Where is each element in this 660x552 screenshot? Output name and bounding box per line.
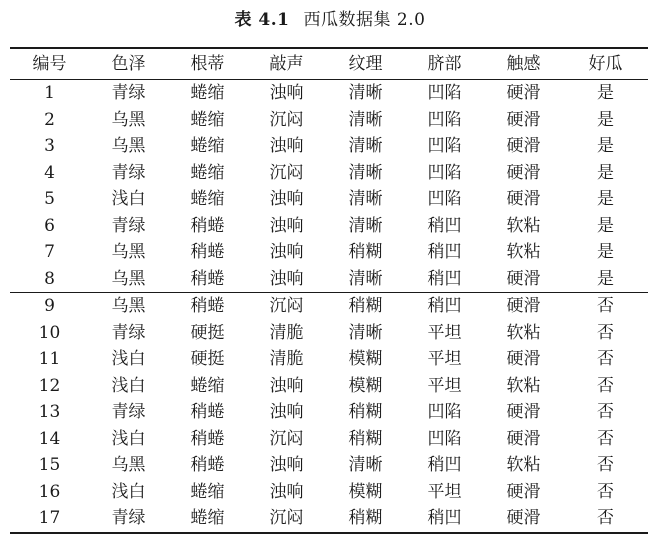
table-cell: 硬滑 [506,481,541,502]
table-cell: 是 [597,215,614,236]
table-cell: 否 [597,349,614,369]
table-cell: 乌黑 [111,296,146,316]
table-cell: 浊响 [269,455,304,475]
table-cell: 是 [597,242,614,262]
table-row [10,186,648,213]
table-cell: 青绿 [111,162,146,183]
table-row [10,479,648,506]
header-row [10,49,648,79]
table-cell: 浊响 [269,402,304,422]
table-cell: 7 [44,242,55,262]
table-cell: 15 [38,455,61,475]
table-cell: 蜷缩 [190,189,225,209]
table-cell: 是 [597,109,614,130]
table-row [10,239,648,266]
table-title: 西瓜数据集 2.0 [303,10,426,30]
table-cell: 乌黑 [111,268,146,289]
table-cell: 稍糊 [348,242,383,262]
table-cell: 软粘 [506,242,541,262]
table-row [10,80,648,107]
table-cell: 凹陷 [427,162,462,183]
table-cell: 青绿 [111,508,146,528]
table-cell: 浅白 [111,349,146,369]
table-cell: 17 [38,508,61,528]
table-cell: 是 [597,268,614,289]
table-cell: 蜷缩 [190,109,225,130]
table-cell: 平坦 [427,322,462,343]
table-cell: 否 [597,322,614,343]
table-row [10,452,648,479]
table-cell: 蜷缩 [190,481,225,502]
table-cell: 蜷缩 [190,508,225,528]
table-cell: 平坦 [427,375,462,396]
table-row [10,426,648,453]
table-row [10,213,648,240]
table-cell: 青绿 [111,215,146,236]
table-cell: 硬滑 [506,189,541,209]
header-id: 编号 [32,54,67,74]
table-cell: 软粘 [506,322,541,343]
table-cell: 5 [44,189,55,209]
table-cell: 凹陷 [427,136,462,156]
negative-group [10,293,648,532]
header-root: 根蒂 [190,54,225,74]
table-row [10,320,648,347]
table-cell: 清晰 [348,162,383,183]
table-cell: 软粘 [506,375,541,396]
table-cell: 稍蜷 [190,455,225,475]
table-cell: 11 [38,349,61,369]
positive-group [10,80,648,292]
table-cell: 浊响 [269,268,304,289]
table-cell: 是 [597,136,614,156]
table-cell: 浅白 [111,375,146,396]
table-cell: 12 [38,375,61,396]
table-cell: 青绿 [111,402,146,422]
table-cell: 稍蜷 [190,215,225,236]
table-cell: 浊响 [269,242,304,262]
table-cell: 稍蜷 [190,242,225,262]
table-cell: 清晰 [348,136,383,156]
table-row [10,399,648,426]
table-cell: 浊响 [269,215,304,236]
table-cell: 1 [44,83,55,103]
table-cell: 稍凹 [427,268,462,289]
table-cell: 浅白 [111,428,146,449]
table-number: 表 4.1 [234,10,290,30]
header-sound: 敲声 [269,54,304,74]
table-cell: 否 [597,481,614,502]
table-row [10,373,648,400]
table-cell: 硬滑 [506,428,541,449]
table-row [10,505,648,532]
table-cell: 蜷缩 [190,162,225,183]
table-cell: 清晰 [348,268,383,289]
table-cell: 稍糊 [348,428,383,449]
table-cell: 平坦 [427,349,462,369]
table-cell: 稍蜷 [190,402,225,422]
table-cell: 硬滑 [506,83,541,103]
table-cell: 稍糊 [348,508,383,528]
table-cell: 清晰 [348,215,383,236]
table-cell: 蜷缩 [190,136,225,156]
table-cell: 清晰 [348,83,383,103]
header-navel: 脐部 [427,54,462,74]
table-cell: 是 [597,83,614,103]
table-cell: 是 [597,162,614,183]
table-cell: 稍凹 [427,242,462,262]
table-cell: 硬滑 [506,268,541,289]
table-cell: 清脆 [269,349,304,369]
table-cell: 硬滑 [506,508,541,528]
table-cell: 模糊 [348,349,383,369]
table-cell: 硬挺 [190,322,225,343]
table-cell: 硬滑 [506,109,541,130]
table-cell: 乌黑 [111,109,146,130]
table-cell: 乌黑 [111,136,146,156]
table-cell: 稍凹 [427,215,462,236]
table-cell: 硬滑 [506,162,541,183]
table-cell: 浊响 [269,375,304,396]
table-cell: 浊响 [269,136,304,156]
table-cell: 软粘 [506,215,541,236]
table-cell: 青绿 [111,83,146,103]
table-cell: 硬滑 [506,136,541,156]
table-cell: 沉闷 [269,296,304,316]
table-cell: 浊响 [269,189,304,209]
table-cell: 稍糊 [348,402,383,422]
table-cell: 凹陷 [427,83,462,103]
header-texture: 纹理 [348,54,383,74]
table-cell: 否 [597,455,614,475]
table-cell: 13 [38,402,61,422]
table-cell: 硬滑 [506,296,541,316]
table-cell: 2 [44,109,55,130]
table-row [10,266,648,293]
table-cell: 清晰 [348,109,383,130]
table-cell: 沉闷 [269,162,304,183]
table-cell: 稍蜷 [190,268,225,289]
table-cell: 浅白 [111,481,146,502]
table-cell: 浊响 [269,83,304,103]
table-cell: 清晰 [348,455,383,475]
table-cell: 稍凹 [427,296,462,316]
table-cell: 稍凹 [427,508,462,528]
table-cell: 是 [597,189,614,209]
table-cell: 沉闷 [269,428,304,449]
table-cell: 凹陷 [427,109,462,130]
header-color: 色泽 [111,54,146,74]
table-cell: 清晰 [348,189,383,209]
bottom-rule [10,532,648,534]
table-cell: 3 [44,136,55,156]
table-cell: 蜷缩 [190,375,225,396]
table-cell: 凹陷 [427,428,462,449]
table-cell: 否 [597,296,614,316]
table-cell: 浊响 [269,481,304,502]
table-cell: 沉闷 [269,508,304,528]
table-cell: 稍蜷 [190,428,225,449]
table-cell: 否 [597,428,614,449]
table-cell: 乌黑 [111,455,146,475]
data-table [10,49,648,79]
table-cell: 否 [597,508,614,528]
table-cell: 16 [38,481,61,502]
table-cell: 蜷缩 [190,83,225,103]
table-cell: 否 [597,402,614,422]
table-cell: 硬滑 [506,349,541,369]
table-cell: 青绿 [111,322,146,343]
table-cell: 稍凹 [427,455,462,475]
table-cell: 硬滑 [506,402,541,422]
table-cell: 乌黑 [111,242,146,262]
table-cell: 清脆 [269,322,304,343]
table-cell: 8 [44,268,55,289]
table-cell: 模糊 [348,481,383,502]
table-cell: 凹陷 [427,402,462,422]
table-cell: 沉闷 [269,109,304,130]
table-row [10,346,648,373]
table-cell: 软粘 [506,455,541,475]
table-cell: 14 [38,428,61,449]
table-cell: 清晰 [348,322,383,343]
table-cell: 稍蜷 [190,296,225,316]
table-row [10,133,648,160]
watermelon-table [10,47,648,534]
table-cell: 10 [38,322,61,343]
table-cell: 模糊 [348,375,383,396]
table-cell: 6 [44,215,55,236]
table-row [10,107,648,134]
table-cell: 稍糊 [348,296,383,316]
table-cell: 否 [597,375,614,396]
table-caption [0,8,660,32]
table-row [10,293,648,320]
table-cell: 9 [44,296,55,316]
table-cell: 4 [44,162,55,183]
table-row [10,160,648,187]
header-good: 好瓜 [588,54,623,74]
header-touch: 触感 [506,54,541,74]
table-cell: 凹陷 [427,189,462,209]
table-cell: 浅白 [111,189,146,209]
table-cell: 平坦 [427,481,462,502]
table-cell: 硬挺 [190,349,225,369]
